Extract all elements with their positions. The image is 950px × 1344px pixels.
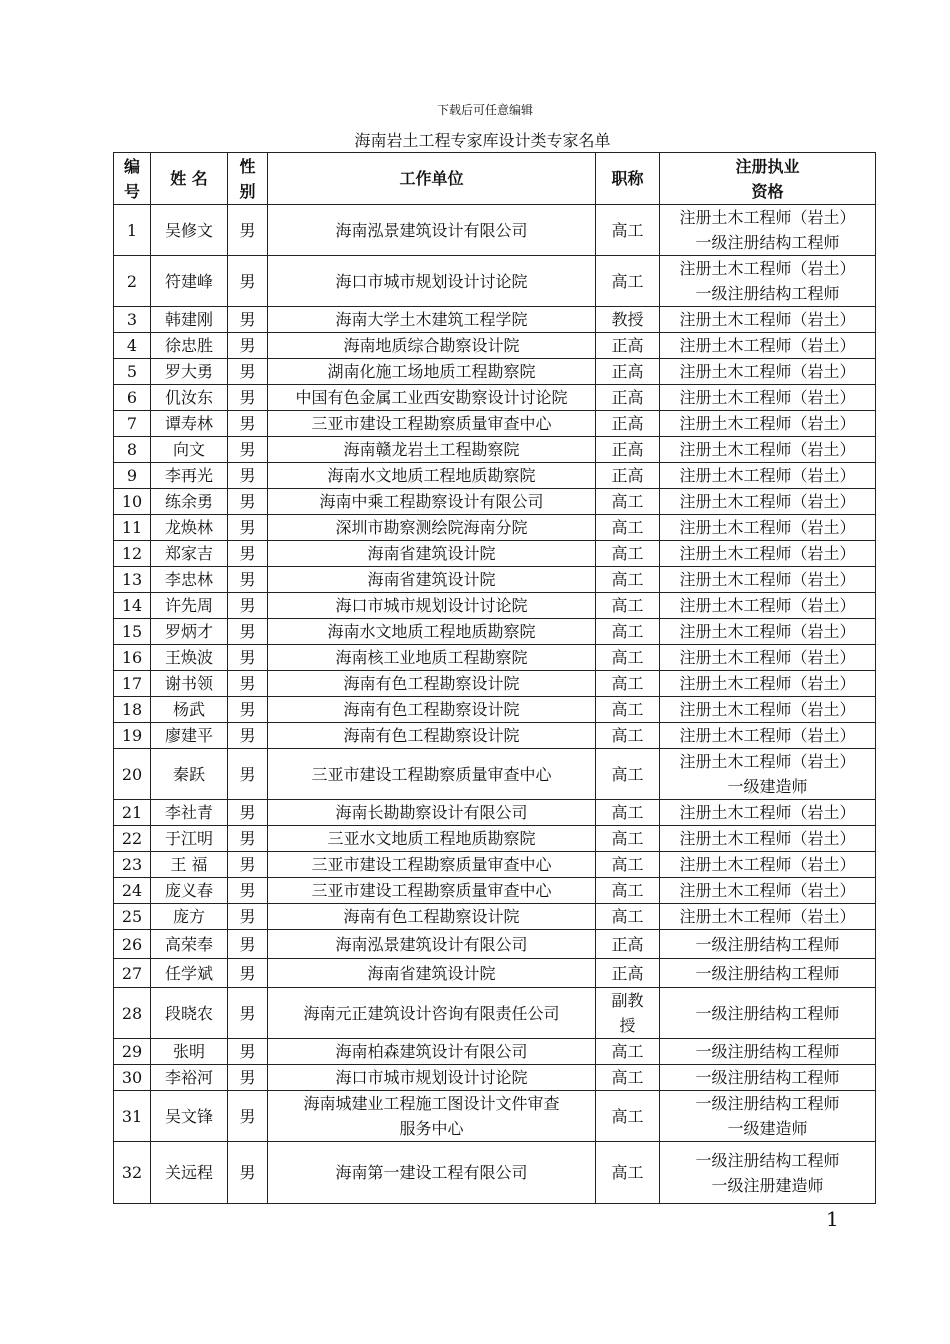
cell-unit: 海口市城市规划设计讨论院: [268, 256, 596, 307]
cell-no: 8: [114, 437, 151, 463]
cell-unit: 海南水文地质工程地质勘察院: [268, 463, 596, 489]
cell-name: 符建峰: [151, 256, 228, 307]
cell-no: 19: [114, 723, 151, 749]
cell-cert: 注册土木工程师（岩土）: [660, 593, 876, 619]
cell-no: 13: [114, 567, 151, 593]
table-row: [114, 959, 876, 988]
cell-name: 秦跃: [151, 749, 228, 800]
cell-name: 向文: [151, 437, 228, 463]
cell-name: 练余勇: [151, 489, 228, 515]
cell-no: 21: [114, 800, 151, 826]
cell-unit: 海南赣龙岩土工程勘察院: [268, 437, 596, 463]
cell-name: 杨武: [151, 697, 228, 723]
cell-gender: 男: [228, 515, 268, 541]
cell-no: 11: [114, 515, 151, 541]
cell-name: 谭寿林: [151, 411, 228, 437]
cell-gender: 男: [228, 930, 268, 959]
cell-name: 罗大勇: [151, 359, 228, 385]
cell-no: 5: [114, 359, 151, 385]
table-row: [114, 697, 876, 723]
table-row: [114, 205, 876, 256]
table-row: [114, 988, 876, 1039]
table-row: [114, 541, 876, 567]
cell-unit: 海南元正建筑设计咨询有限责任公司: [268, 988, 596, 1039]
cell-gender: 男: [228, 645, 268, 671]
cell-unit: 海南省建筑设计院: [268, 541, 596, 567]
cell-gender: 男: [228, 541, 268, 567]
cell-gender: 男: [228, 307, 268, 333]
table-row: [114, 645, 876, 671]
cell-rank: 正高: [596, 359, 660, 385]
table-header-row: [114, 153, 876, 205]
cell-name: 于江明: [151, 826, 228, 852]
cell-no: 30: [114, 1065, 151, 1091]
cell-gender: 男: [228, 852, 268, 878]
cell-gender: 男: [228, 800, 268, 826]
cell-no: 16: [114, 645, 151, 671]
cell-rank: 高工: [596, 826, 660, 852]
cell-rank: 正高: [596, 437, 660, 463]
table-row: [114, 826, 876, 852]
cell-rank: 正高: [596, 959, 660, 988]
cell-no: 29: [114, 1039, 151, 1065]
cell-name: 郑家吉: [151, 541, 228, 567]
cell-gender: 男: [228, 489, 268, 515]
cell-unit: 海南核工业地质工程勘察院: [268, 645, 596, 671]
table-row: [114, 359, 876, 385]
cell-unit: 海南省建筑设计院: [268, 567, 596, 593]
table-row: [114, 593, 876, 619]
cell-name: 段晓农: [151, 988, 228, 1039]
cell-unit: 三亚市建设工程勘察质量审查中心: [268, 878, 596, 904]
table-row: [114, 930, 876, 959]
cell-cert: 一级注册结构工程师 一级建造师: [660, 1091, 876, 1142]
cell-rank: 高工: [596, 541, 660, 567]
expert-table: [113, 152, 876, 1204]
table-row: [114, 333, 876, 359]
table-row: [114, 256, 876, 307]
cell-name: 任学斌: [151, 959, 228, 988]
cell-rank: 高工: [596, 619, 660, 645]
cell-cert: 注册土木工程师（岩土）: [660, 800, 876, 826]
cell-no: 12: [114, 541, 151, 567]
cell-no: 2: [114, 256, 151, 307]
cell-unit: 海口市城市规划设计讨论院: [268, 1065, 596, 1091]
cell-name: 谢书领: [151, 671, 228, 697]
cell-no: 14: [114, 593, 151, 619]
cell-unit: 海南第一建设工程有限公司: [268, 1142, 596, 1204]
cell-unit: 海南省建筑设计院: [268, 959, 596, 988]
cell-rank: 正高: [596, 463, 660, 489]
cell-rank: 高工: [596, 1091, 660, 1142]
cell-gender: 男: [228, 671, 268, 697]
cell-rank: 正高: [596, 333, 660, 359]
cell-gender: 男: [228, 697, 268, 723]
cell-gender: 男: [228, 749, 268, 800]
table-row: [114, 671, 876, 697]
cell-cert: 注册土木工程师（岩土）: [660, 671, 876, 697]
cell-name: 关远程: [151, 1142, 228, 1204]
cell-name: 许先周: [151, 593, 228, 619]
cell-cert: 注册土木工程师（岩土）: [660, 437, 876, 463]
cell-name: 李裕河: [151, 1065, 228, 1091]
cell-name: 廖建平: [151, 723, 228, 749]
cell-name: 庞方: [151, 904, 228, 930]
cell-unit: 三亚水文地质工程地质勘察院: [268, 826, 596, 852]
cell-no: 20: [114, 749, 151, 800]
cell-cert: 注册土木工程师（岩土）: [660, 359, 876, 385]
cell-rank: 教授: [596, 307, 660, 333]
header-name: 姓 名: [151, 153, 228, 205]
cell-rank: 高工: [596, 645, 660, 671]
cell-gender: 男: [228, 1091, 268, 1142]
cell-no: 4: [114, 333, 151, 359]
cell-cert: 注册土木工程师（岩土）: [660, 385, 876, 411]
cell-name: 张明: [151, 1039, 228, 1065]
cell-cert: 注册土木工程师（岩土）: [660, 826, 876, 852]
cell-rank: 高工: [596, 593, 660, 619]
cell-no: 15: [114, 619, 151, 645]
cell-no: 3: [114, 307, 151, 333]
cell-name: 高荣奉: [151, 930, 228, 959]
cell-cert: 注册土木工程师（岩土）: [660, 411, 876, 437]
cell-gender: 男: [228, 593, 268, 619]
cell-gender: 男: [228, 333, 268, 359]
cell-rank: 高工: [596, 256, 660, 307]
cell-rank: 高工: [596, 878, 660, 904]
table-row: [114, 1039, 876, 1065]
cell-gender: 男: [228, 878, 268, 904]
cell-rank: 高工: [596, 723, 660, 749]
cell-no: 32: [114, 1142, 151, 1204]
cell-name: 罗炳才: [151, 619, 228, 645]
cell-name: 王焕波: [151, 645, 228, 671]
cell-unit: 三亚市建设工程勘察质量审查中心: [268, 852, 596, 878]
cell-cert: 一级注册结构工程师 一级注册建造师: [660, 1142, 876, 1204]
cell-name: 李再光: [151, 463, 228, 489]
cell-name: 徐忠胜: [151, 333, 228, 359]
cell-no: 17: [114, 671, 151, 697]
cell-cert: 注册土木工程师（岩土）: [660, 723, 876, 749]
cell-no: 24: [114, 878, 151, 904]
cell-gender: 男: [228, 959, 268, 988]
cell-gender: 男: [228, 1142, 268, 1204]
table-row: [114, 307, 876, 333]
cell-no: 28: [114, 988, 151, 1039]
cell-name: 龙焕林: [151, 515, 228, 541]
cell-gender: 男: [228, 988, 268, 1039]
cell-name: 王 福: [151, 852, 228, 878]
cell-unit: 海南城建业工程施工图设计文件审查 服务中心: [268, 1091, 596, 1142]
cell-gender: 男: [228, 1065, 268, 1091]
cell-no: 27: [114, 959, 151, 988]
cell-gender: 男: [228, 256, 268, 307]
cell-unit: 海南泓景建筑设计有限公司: [268, 930, 596, 959]
document-title: 海南岩土工程专家库设计类专家名单: [354, 131, 611, 150]
cell-cert: 注册土木工程师（岩土） 一级建造师: [660, 749, 876, 800]
page-number: 1: [826, 1207, 839, 1231]
cell-name: 李社青: [151, 800, 228, 826]
cell-unit: 海南地质综合勘察设计院: [268, 333, 596, 359]
table-row: [114, 463, 876, 489]
cell-name: 吴文锋: [151, 1091, 228, 1142]
header-cert: 注册执业 资格: [660, 153, 876, 205]
cell-cert: 注册土木工程师（岩土）: [660, 489, 876, 515]
header-unit: 工作单位: [268, 153, 596, 205]
cell-rank: 高工: [596, 567, 660, 593]
table-row: [114, 1091, 876, 1142]
cell-rank: 高工: [596, 205, 660, 256]
cell-name: 韩建刚: [151, 307, 228, 333]
cell-unit: 湖南化施工场地质工程勘察院: [268, 359, 596, 385]
cell-gender: 男: [228, 619, 268, 645]
table-row: [114, 489, 876, 515]
cell-rank: 高工: [596, 489, 660, 515]
cell-gender: 男: [228, 385, 268, 411]
table-row: [114, 749, 876, 800]
cell-name: 吴修文: [151, 205, 228, 256]
cell-gender: 男: [228, 1039, 268, 1065]
header-rank: 职称: [596, 153, 660, 205]
table-row: [114, 567, 876, 593]
cell-cert: 一级注册结构工程师: [660, 1039, 876, 1065]
cell-unit: 海南有色工程勘察设计院: [268, 697, 596, 723]
cell-unit: 海南有色工程勘察设计院: [268, 671, 596, 697]
cell-rank: 高工: [596, 800, 660, 826]
cell-gender: 男: [228, 359, 268, 385]
cell-gender: 男: [228, 826, 268, 852]
cell-cert: 注册土木工程师（岩土） 一级注册结构工程师: [660, 205, 876, 256]
cell-cert: 注册土木工程师（岩土）: [660, 567, 876, 593]
cell-unit: 三亚市建设工程勘察质量审查中心: [268, 411, 596, 437]
table-row: [114, 723, 876, 749]
cell-rank: 高工: [596, 749, 660, 800]
table-row: [114, 852, 876, 878]
cell-unit: 海南长勘勘察设计有限公司: [268, 800, 596, 826]
cell-name: 仉汝东: [151, 385, 228, 411]
cell-gender: 男: [228, 723, 268, 749]
header-gender: 性 别: [228, 153, 268, 205]
cell-rank: 高工: [596, 671, 660, 697]
cell-unit: 海口市城市规划设计讨论院: [268, 593, 596, 619]
cell-name: 庞义春: [151, 878, 228, 904]
cell-no: 6: [114, 385, 151, 411]
cell-no: 26: [114, 930, 151, 959]
cell-cert: 注册土木工程师（岩土）: [660, 645, 876, 671]
cell-cert: 注册土木工程师（岩土）: [660, 619, 876, 645]
cell-unit: 海南有色工程勘察设计院: [268, 723, 596, 749]
cell-no: 23: [114, 852, 151, 878]
table-row: [114, 800, 876, 826]
cell-unit: 深圳市勘察测绘院海南分院: [268, 515, 596, 541]
cell-cert: 注册土木工程师（岩土）: [660, 307, 876, 333]
table-row: [114, 437, 876, 463]
cell-no: 7: [114, 411, 151, 437]
cell-cert: 注册土木工程师（岩土） 一级注册结构工程师: [660, 256, 876, 307]
cell-cert: 一级注册结构工程师: [660, 1065, 876, 1091]
cell-gender: 男: [228, 205, 268, 256]
cell-unit: 海南有色工程勘察设计院: [268, 904, 596, 930]
cell-gender: 男: [228, 463, 268, 489]
cell-gender: 男: [228, 904, 268, 930]
cell-unit: 三亚市建设工程勘察质量审查中心: [268, 749, 596, 800]
cell-no: 1: [114, 205, 151, 256]
table-row: [114, 1142, 876, 1204]
cell-unit: 海南中乘工程勘察设计有限公司: [268, 489, 596, 515]
table-row: [114, 878, 876, 904]
cell-unit: 中国有色金属工业西安勘察设计讨论院: [268, 385, 596, 411]
cell-unit: 海南柏森建筑设计有限公司: [268, 1039, 596, 1065]
cell-unit: 海南水文地质工程地质勘察院: [268, 619, 596, 645]
cell-unit: 海南泓景建筑设计有限公司: [268, 205, 596, 256]
cell-cert: 注册土木工程师（岩土）: [660, 541, 876, 567]
cell-rank: 高工: [596, 1065, 660, 1091]
cell-no: 18: [114, 697, 151, 723]
cell-rank: 高工: [596, 904, 660, 930]
cell-gender: 男: [228, 411, 268, 437]
cell-cert: 一级注册结构工程师: [660, 988, 876, 1039]
cell-rank: 正高: [596, 930, 660, 959]
cell-rank: 正高: [596, 385, 660, 411]
cell-no: 25: [114, 904, 151, 930]
cell-cert: 注册土木工程师（岩土）: [660, 904, 876, 930]
cell-no: 22: [114, 826, 151, 852]
cell-rank: 高工: [596, 697, 660, 723]
cell-cert: 注册土木工程师（岩土）: [660, 697, 876, 723]
cell-cert: 一级注册结构工程师: [660, 959, 876, 988]
cell-rank: 高工: [596, 515, 660, 541]
cell-cert: 注册土木工程师（岩土）: [660, 878, 876, 904]
cell-rank: 高工: [596, 1142, 660, 1204]
edit-note: 下载后可任意编辑: [436, 103, 533, 117]
cell-rank: 高工: [596, 852, 660, 878]
table-row: [114, 904, 876, 930]
cell-no: 31: [114, 1091, 151, 1142]
table-row: [114, 411, 876, 437]
cell-unit: 海南大学土木建筑工程学院: [268, 307, 596, 333]
cell-cert: 一级注册结构工程师: [660, 930, 876, 959]
cell-gender: 男: [228, 567, 268, 593]
cell-no: 10: [114, 489, 151, 515]
cell-cert: 注册土木工程师（岩土）: [660, 463, 876, 489]
cell-cert: 注册土木工程师（岩土）: [660, 852, 876, 878]
cell-rank: 正高: [596, 411, 660, 437]
cell-rank: 副教 授: [596, 988, 660, 1039]
table-row: [114, 385, 876, 411]
cell-gender: 男: [228, 437, 268, 463]
table-row: [114, 1065, 876, 1091]
cell-rank: 高工: [596, 1039, 660, 1065]
table-row: [114, 619, 876, 645]
cell-name: 李忠林: [151, 567, 228, 593]
cell-cert: 注册土木工程师（岩土）: [660, 333, 876, 359]
cell-cert: 注册土木工程师（岩土）: [660, 515, 876, 541]
table-row: [114, 515, 876, 541]
header-no: 编 号: [114, 153, 151, 205]
cell-no: 9: [114, 463, 151, 489]
